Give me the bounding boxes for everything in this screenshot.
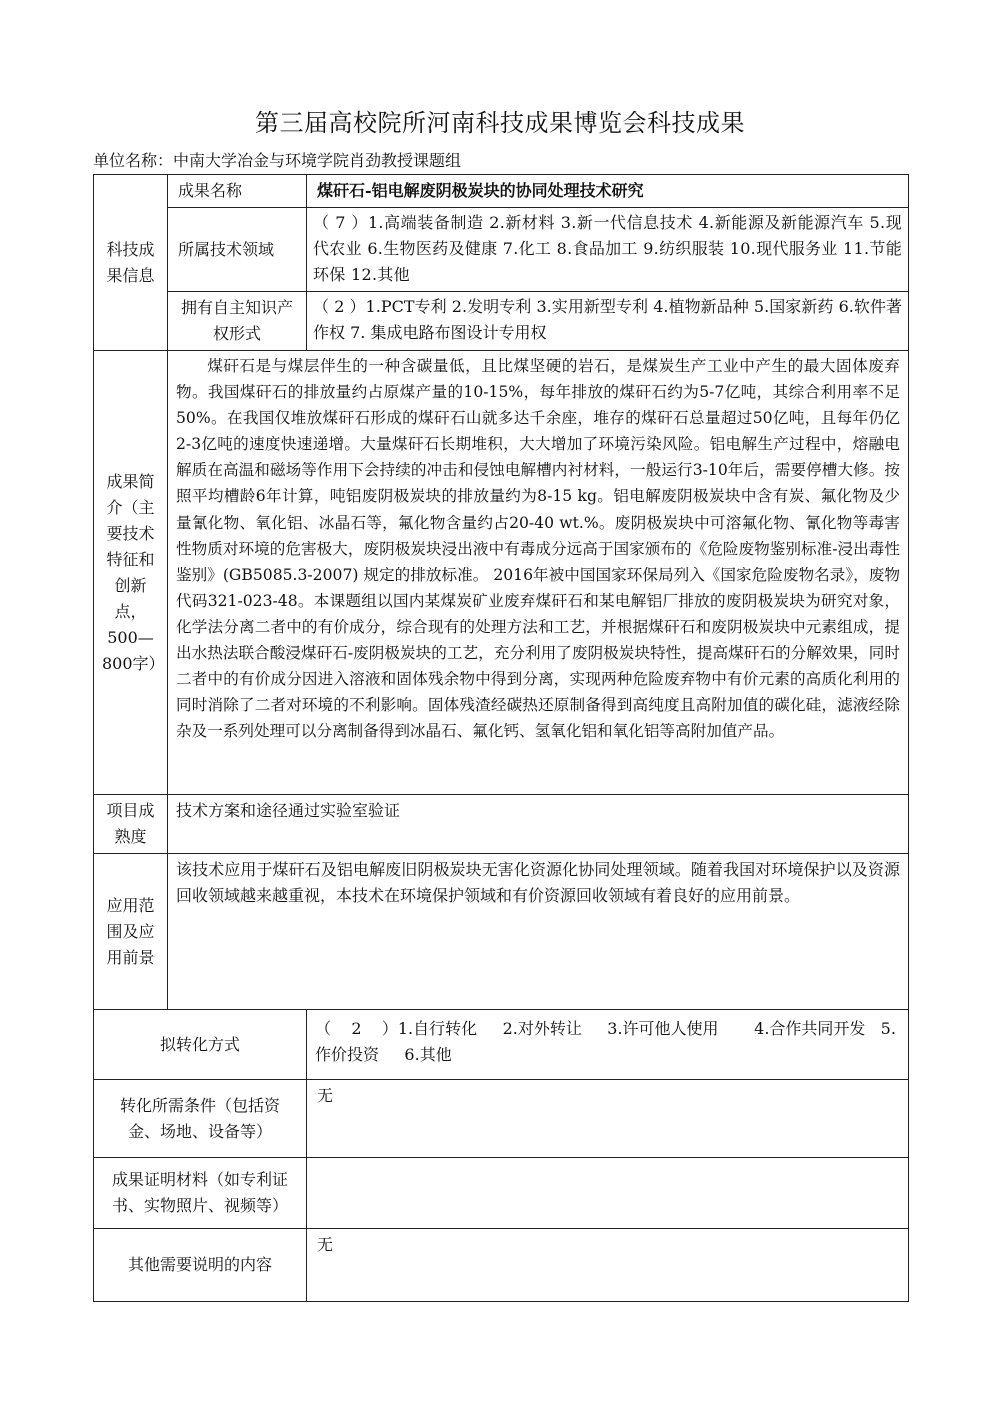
row-summary [94, 351, 909, 795]
transfer-value [307, 1010, 909, 1080]
name-label: 成果名称 [168, 175, 307, 208]
row-maturity [94, 795, 909, 854]
unit-name: 单位名称：中南大学冶金与环境学院肖劲教授课题组 [93, 151, 462, 170]
ip-value: （ 2 ）1.PCT专利 2.发明专利 3.实用新型专利 4.植物新品种 5.国家新药 6.软件著作权 7. 集成电路布图设计专用权 [307, 292, 909, 351]
row-achievement-name [94, 175, 909, 208]
row-ip-form [94, 292, 909, 351]
row-application [94, 854, 909, 1010]
row-tech-field [94, 208, 909, 292]
application-value: 该技术应用于煤矸石及铝电解废旧阴极炭块无害化资源化协同处理领域。随着我国对环境保护以及资源回收领域越来越重视，本技术在环境保护领域和有价资源回收领域有着良好的应用前景。 [168, 854, 909, 1010]
maturity-label: 项目成熟度 [94, 795, 168, 854]
proof-label: 成果证明材料（如专利证书、实物照片、视频等） [94, 1158, 307, 1229]
document-title: 第三届高校院所河南科技成果博览会科技成果 [255, 109, 745, 137]
transfer-label: 拟转化方式 [94, 1010, 307, 1080]
field-value: （ 7 ）1.高端装备制造 2.新材料 3.新一代信息技术 4.新能源及新能源汽车 5.现代农业 6.生物医药及健康 7.化工 8.食品加工 9.纺织服装 10.现代服务业 11.节能环保 12.其他 [307, 208, 909, 292]
section-info-label: 科技成果信息 [94, 175, 168, 351]
transfer-choice: （ 2 ） [315, 1019, 398, 1038]
summary-label: 成果简介（主要技术特征和创新点，500—800字） [94, 351, 168, 795]
row-transfer [94, 1010, 909, 1080]
other-label: 其他需要说明的内容 [94, 1229, 307, 1302]
conditions-value: 无 [307, 1080, 909, 1158]
other-value: 无 [307, 1229, 909, 1302]
achievement-form-table [93, 174, 909, 1302]
field-label: 所属技术领域 [168, 208, 307, 292]
application-label: 应用范围及应用前景 [94, 854, 168, 1010]
name-value: 煤矸石-铝电解废阴极炭块的协同处理技术研究 [307, 175, 909, 208]
row-other [94, 1229, 909, 1302]
row-proof [94, 1158, 909, 1229]
conditions-label: 转化所需条件（包括资金、场地、设备等） [94, 1080, 307, 1158]
maturity-value: 技术方案和途径通过实验室验证 [168, 795, 909, 854]
proof-value [307, 1158, 909, 1229]
row-conditions [94, 1080, 909, 1158]
summary-text: 煤矸石是与煤层伴生的一种含碳量低，且比煤坚硬的岩石，是煤炭生产工业中产生的最大固体废弃物。我国煤矸石的排放量约占原煤产量的10-15%，每年排放的煤矸石约为5-7亿吨，其综合利用率不足50%。在我国仅堆放煤矸石形成的煤矸石山就多达千余座，堆存的煤矸石总量超过50亿吨，且每年仍亿2-3亿吨的速度快速递增。大量煤矸石长期堆积，大大增加了环境污染风险。铝电解生产过程中，熔融电解质在高温和磁场等作用下会持续的冲击和侵蚀电解槽内衬材料，一般运行3-10年后，需要停槽大修。按照平均槽龄6年计算，吨铝废阴极炭块的排放量约为8-15 kg。铝电解废阴极炭块中含有炭、氟化物及少量氰化物、氧化铝、冰晶石等，氟化物含量约占20-40 wt.%。废阴极炭块中可溶氟化物、氰化物等毒害性物质对环境的危害极大，废阴极炭块浸出液中有毒成分远高于国家颁布的《危险废物鉴别标准-浸出毒性鉴别》(GB5085.3-2007) 规定的排放标准。 2016年被中国国家环保局列入《国家危险废物名录》，废物代码321-023-48。本课题组以国内某煤炭矿业废弃煤矸石和某电解铝厂排放的废阴极炭块为研究对象，化学法分离二者中的有价成分，综合现有的处理方法和工艺，并根据煤矸石和废阴极炭块中元素组成，提出水热法联合酸浸煤矸石-废阴极炭块的工艺，充分利用了废阴极炭块特性，提高煤矸石的分解效果，同时二者中的有价成分因进入溶液和固体残余物中得到分离，实现两种危险废弃物中有价元素的高质化利用的同时消除了二者对环境的不利影响。固体残渣经碳热还原制备得到高纯度且高附加值的碳化硅，滤液经除杂及一系列处理可以分离制备得到冰晶石、氟化钙、氢氧化铝和氧化铝等高附加值产品。 [168, 351, 909, 795]
transfer-options: 1.自行转化 2.对外转让 3.许可他人使用 4.合作共同开发 5.作价投资 6.其他 [315, 1019, 896, 1064]
ip-label: 拥有自主知识产权形式 [168, 292, 307, 351]
